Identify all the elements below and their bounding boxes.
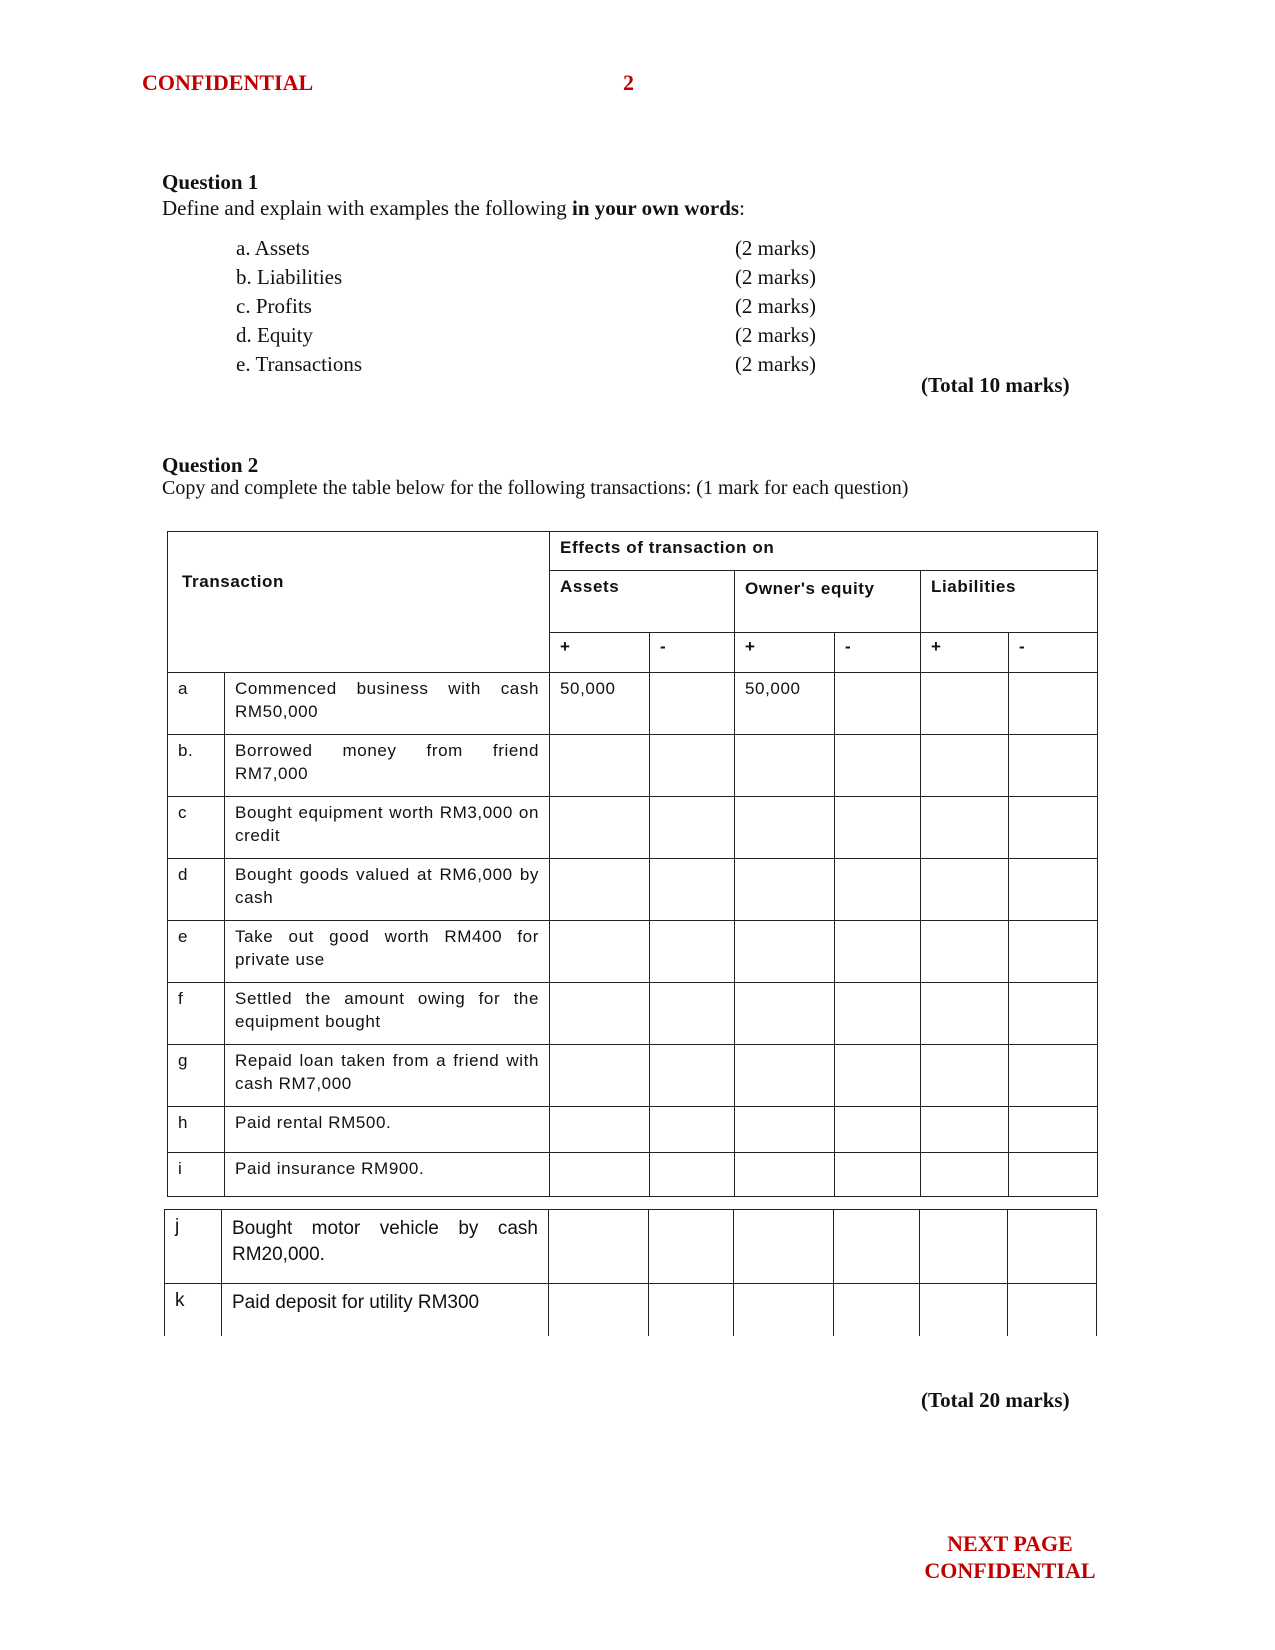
cell-equity-plus — [735, 1107, 835, 1153]
liabilities-header: Liabilities — [921, 571, 1098, 633]
table-row — [168, 673, 1098, 735]
row-id: i — [168, 1153, 225, 1197]
row-id: a — [168, 673, 225, 735]
q1-item-label: a. Assets — [236, 236, 310, 260]
cell-liabilities-plus — [921, 1153, 1009, 1197]
row-id: g — [168, 1045, 225, 1107]
cell-liabilities-plus — [921, 1045, 1009, 1107]
cell-assets-plus — [550, 797, 650, 859]
q1-item-label: d. Equity — [236, 323, 313, 347]
row-description: Settled the amount owing for the equipment bought — [225, 983, 550, 1045]
cell-liabilities-minus — [1009, 1107, 1098, 1153]
transaction-table-continued — [164, 1209, 1097, 1336]
liabilities-plus: + — [921, 633, 1009, 673]
cell-assets-plus — [550, 983, 650, 1045]
instruction-start: Define and explain with examples the following — [162, 196, 572, 220]
table-row — [168, 983, 1098, 1045]
footer — [910, 1530, 1110, 1584]
q1-item-marks: (2 marks) — [734, 265, 816, 289]
row-description: Commenced business with cash RM50,000 — [225, 673, 550, 735]
cell-liabilities-minus — [1009, 859, 1098, 921]
transaction-header: Transaction — [168, 532, 550, 673]
cell-assets-minus — [650, 1153, 735, 1197]
cell-equity-minus — [835, 673, 921, 735]
q1-item-marks: (2 marks) — [734, 323, 816, 347]
row-id: e — [168, 921, 225, 983]
row-description: Repaid loan taken from a friend with cash RM7,000 — [225, 1045, 550, 1107]
table-row — [165, 1210, 1097, 1284]
table-row — [168, 859, 1098, 921]
cell-liabilities-plus — [921, 921, 1009, 983]
cell-assets-minus — [650, 797, 735, 859]
question-1-items — [236, 234, 816, 379]
row-id: c — [168, 797, 225, 859]
cell-assets-plus — [550, 1045, 650, 1107]
q1-item — [236, 350, 816, 379]
row-description: Take out good worth RM400 for private use — [225, 921, 550, 983]
cell-assets-minus — [650, 673, 735, 735]
q1-item — [236, 263, 816, 292]
table-row — [168, 735, 1098, 797]
cell-assets-minus — [650, 983, 735, 1045]
cell-equity-minus — [834, 1284, 920, 1336]
cell-liabilities-plus — [921, 735, 1009, 797]
cell-liabilities-plus — [921, 859, 1009, 921]
assets-plus: + — [550, 633, 650, 673]
q1-item — [236, 321, 816, 350]
row-id: j — [165, 1210, 222, 1284]
question-2-title: Question 2 — [162, 453, 259, 477]
question-1-instruction — [162, 196, 745, 221]
cell-assets-plus — [549, 1210, 649, 1284]
q1-item — [236, 292, 816, 321]
q1-item-label: e. Transactions — [236, 352, 362, 376]
next-page-label: NEXT PAGE — [947, 1531, 1073, 1556]
liabilities-minus: - — [1009, 633, 1098, 673]
q1-item-marks: (2 marks) — [734, 294, 816, 318]
page-number: 2 — [623, 70, 634, 95]
cell-assets-plus — [550, 859, 650, 921]
row-id: d — [168, 859, 225, 921]
instruction-bold: in your own words — [571, 196, 740, 220]
q1-item-label: b. Liabilities — [236, 265, 343, 289]
question-1-title: Question 1 — [162, 170, 259, 194]
cell-equity-minus — [834, 1210, 920, 1284]
cell-assets-minus — [650, 859, 735, 921]
question-2-instruction: Copy and complete the table below for the following transactions: (1 mark for each question) — [162, 477, 909, 499]
table-row — [168, 921, 1098, 983]
equity-plus: + — [735, 633, 835, 673]
row-description: Bought motor vehicle by cash RM20,000. — [222, 1210, 549, 1284]
q1-item — [236, 234, 816, 263]
cell-liabilities-minus — [1009, 673, 1098, 735]
row-description: Bought goods valued at RM6,000 by cash — [225, 859, 550, 921]
cell-liabilities-plus — [920, 1210, 1008, 1284]
cell-equity-minus — [835, 797, 921, 859]
q1-item-marks: (2 marks) — [734, 236, 816, 260]
cell-equity-minus — [835, 1107, 921, 1153]
cell-liabilities-minus — [1009, 1045, 1098, 1107]
cell-assets-plus — [550, 921, 650, 983]
row-id: k — [165, 1284, 222, 1336]
transaction-table — [167, 531, 1098, 1197]
row-id: b. — [168, 735, 225, 797]
cell-liabilities-minus — [1009, 735, 1098, 797]
table-row — [168, 1153, 1098, 1197]
row-id: f — [168, 983, 225, 1045]
cell-equity-minus — [835, 1045, 921, 1107]
row-description: Paid rental RM500. — [225, 1107, 550, 1153]
cell-liabilities-minus — [1009, 983, 1098, 1045]
cell-equity-plus — [735, 921, 835, 983]
footer-confidential: CONFIDENTIAL — [924, 1558, 1096, 1583]
cell-assets-minus — [650, 1045, 735, 1107]
cell-equity-plus — [735, 1153, 835, 1197]
cell-liabilities-minus — [1008, 1284, 1097, 1336]
cell-liabilities-minus — [1009, 1153, 1098, 1197]
cell-equity-plus — [734, 1210, 834, 1284]
cell-equity-plus: 50,000 — [735, 673, 835, 735]
q1-item-label: c. Profits — [236, 294, 312, 318]
cell-equity-plus — [735, 859, 835, 921]
cell-assets-minus — [649, 1210, 734, 1284]
equity-header: Owner's equity — [735, 571, 921, 633]
equity-minus: - — [835, 633, 921, 673]
cell-assets-minus — [649, 1284, 734, 1336]
cell-assets-plus — [549, 1284, 649, 1336]
question-1-total: (Total 10 marks) — [921, 373, 1070, 397]
cell-assets-plus — [550, 1153, 650, 1197]
row-description: Bought equipment worth RM3,000 on credit — [225, 797, 550, 859]
cell-assets-plus — [550, 735, 650, 797]
cell-assets-minus — [650, 921, 735, 983]
table-row — [168, 797, 1098, 859]
cell-equity-minus — [835, 921, 921, 983]
cell-liabilities-minus — [1009, 921, 1098, 983]
q1-item-marks: (2 marks) — [734, 352, 816, 376]
cell-equity-plus — [735, 797, 835, 859]
row-id: h — [168, 1107, 225, 1153]
cell-liabilities-minus — [1008, 1210, 1097, 1284]
cell-equity-plus — [735, 735, 835, 797]
cell-equity-minus — [835, 1153, 921, 1197]
cell-assets-plus — [550, 1107, 650, 1153]
row-description: Paid deposit for utility RM300 — [222, 1284, 549, 1336]
cell-liabilities-plus — [921, 797, 1009, 859]
row-description: Paid insurance RM900. — [225, 1153, 550, 1197]
cell-liabilities-plus — [921, 673, 1009, 735]
cell-equity-plus — [735, 1045, 835, 1107]
assets-header: Assets — [550, 571, 735, 633]
cell-liabilities-plus — [920, 1284, 1008, 1336]
effects-header: Effects of transaction on — [550, 532, 1098, 571]
cell-equity-minus — [835, 983, 921, 1045]
cell-equity-plus — [735, 983, 835, 1045]
cell-assets-plus: 50,000 — [550, 673, 650, 735]
cell-equity-plus — [734, 1284, 834, 1336]
table-row — [168, 1045, 1098, 1107]
row-description: Borrowed money from friend RM7,000 — [225, 735, 550, 797]
cell-equity-minus — [835, 735, 921, 797]
question-2-total: (Total 20 marks) — [921, 1388, 1070, 1412]
instruction-end: : — [739, 196, 745, 220]
cell-equity-minus — [835, 859, 921, 921]
table-row — [165, 1284, 1097, 1336]
cell-liabilities-minus — [1009, 797, 1098, 859]
table-row — [168, 1107, 1098, 1153]
cell-assets-minus — [650, 1107, 735, 1153]
cell-liabilities-plus — [921, 983, 1009, 1045]
cell-assets-minus — [650, 735, 735, 797]
cell-liabilities-plus — [921, 1107, 1009, 1153]
assets-minus: - — [650, 633, 735, 673]
header-confidential: CONFIDENTIAL — [142, 70, 314, 95]
